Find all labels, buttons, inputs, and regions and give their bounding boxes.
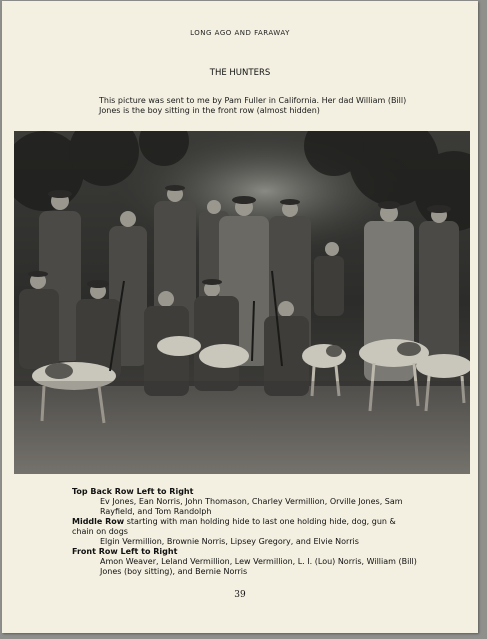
caption-top-back-row-heading: Top Back Row Left to Right	[72, 487, 194, 496]
caption-top-back-row-names: Ev Jones, Ean Norris, John Thomason, Charley Vermillion, Orville Jones, Sam Rayfield, and Tom Randolph	[100, 497, 403, 516]
running-head: LONG AGO AND FARAWAY	[190, 29, 290, 37]
intro-paragraph: This picture was sent to me by Pam Fuller in California. Her dad William (Bill) Jones is the boy sitting in the front row (almost hidden)	[99, 96, 407, 115]
page-number: 39	[234, 590, 246, 600]
hunters-photograph	[14, 131, 470, 474]
caption-middle-row-description: starting with man holding hide to last one holding hide, dog, gun & chain on dogs	[72, 517, 396, 536]
caption-middle-row-heading: Middle Row	[72, 517, 125, 526]
page-title: THE HUNTERS	[209, 68, 271, 78]
photo-caption	[72, 487, 417, 577]
caption-middle-row-names: Elgin Vermillion, Brownie Norris, Lipsey Gregory, and Elvie Norris	[100, 537, 359, 546]
caption-front-row-names: Amon Weaver, Leland Vermillion, Lew Vermillion, L. I. (Lou) Norris, William (Bill) Jones (boy sitting), and Bernie Norris	[100, 557, 417, 576]
document-page	[2, 1, 478, 633]
caption-middle-row-line	[72, 517, 417, 537]
caption-front-row-heading: Front Row Left to Right	[72, 547, 178, 556]
